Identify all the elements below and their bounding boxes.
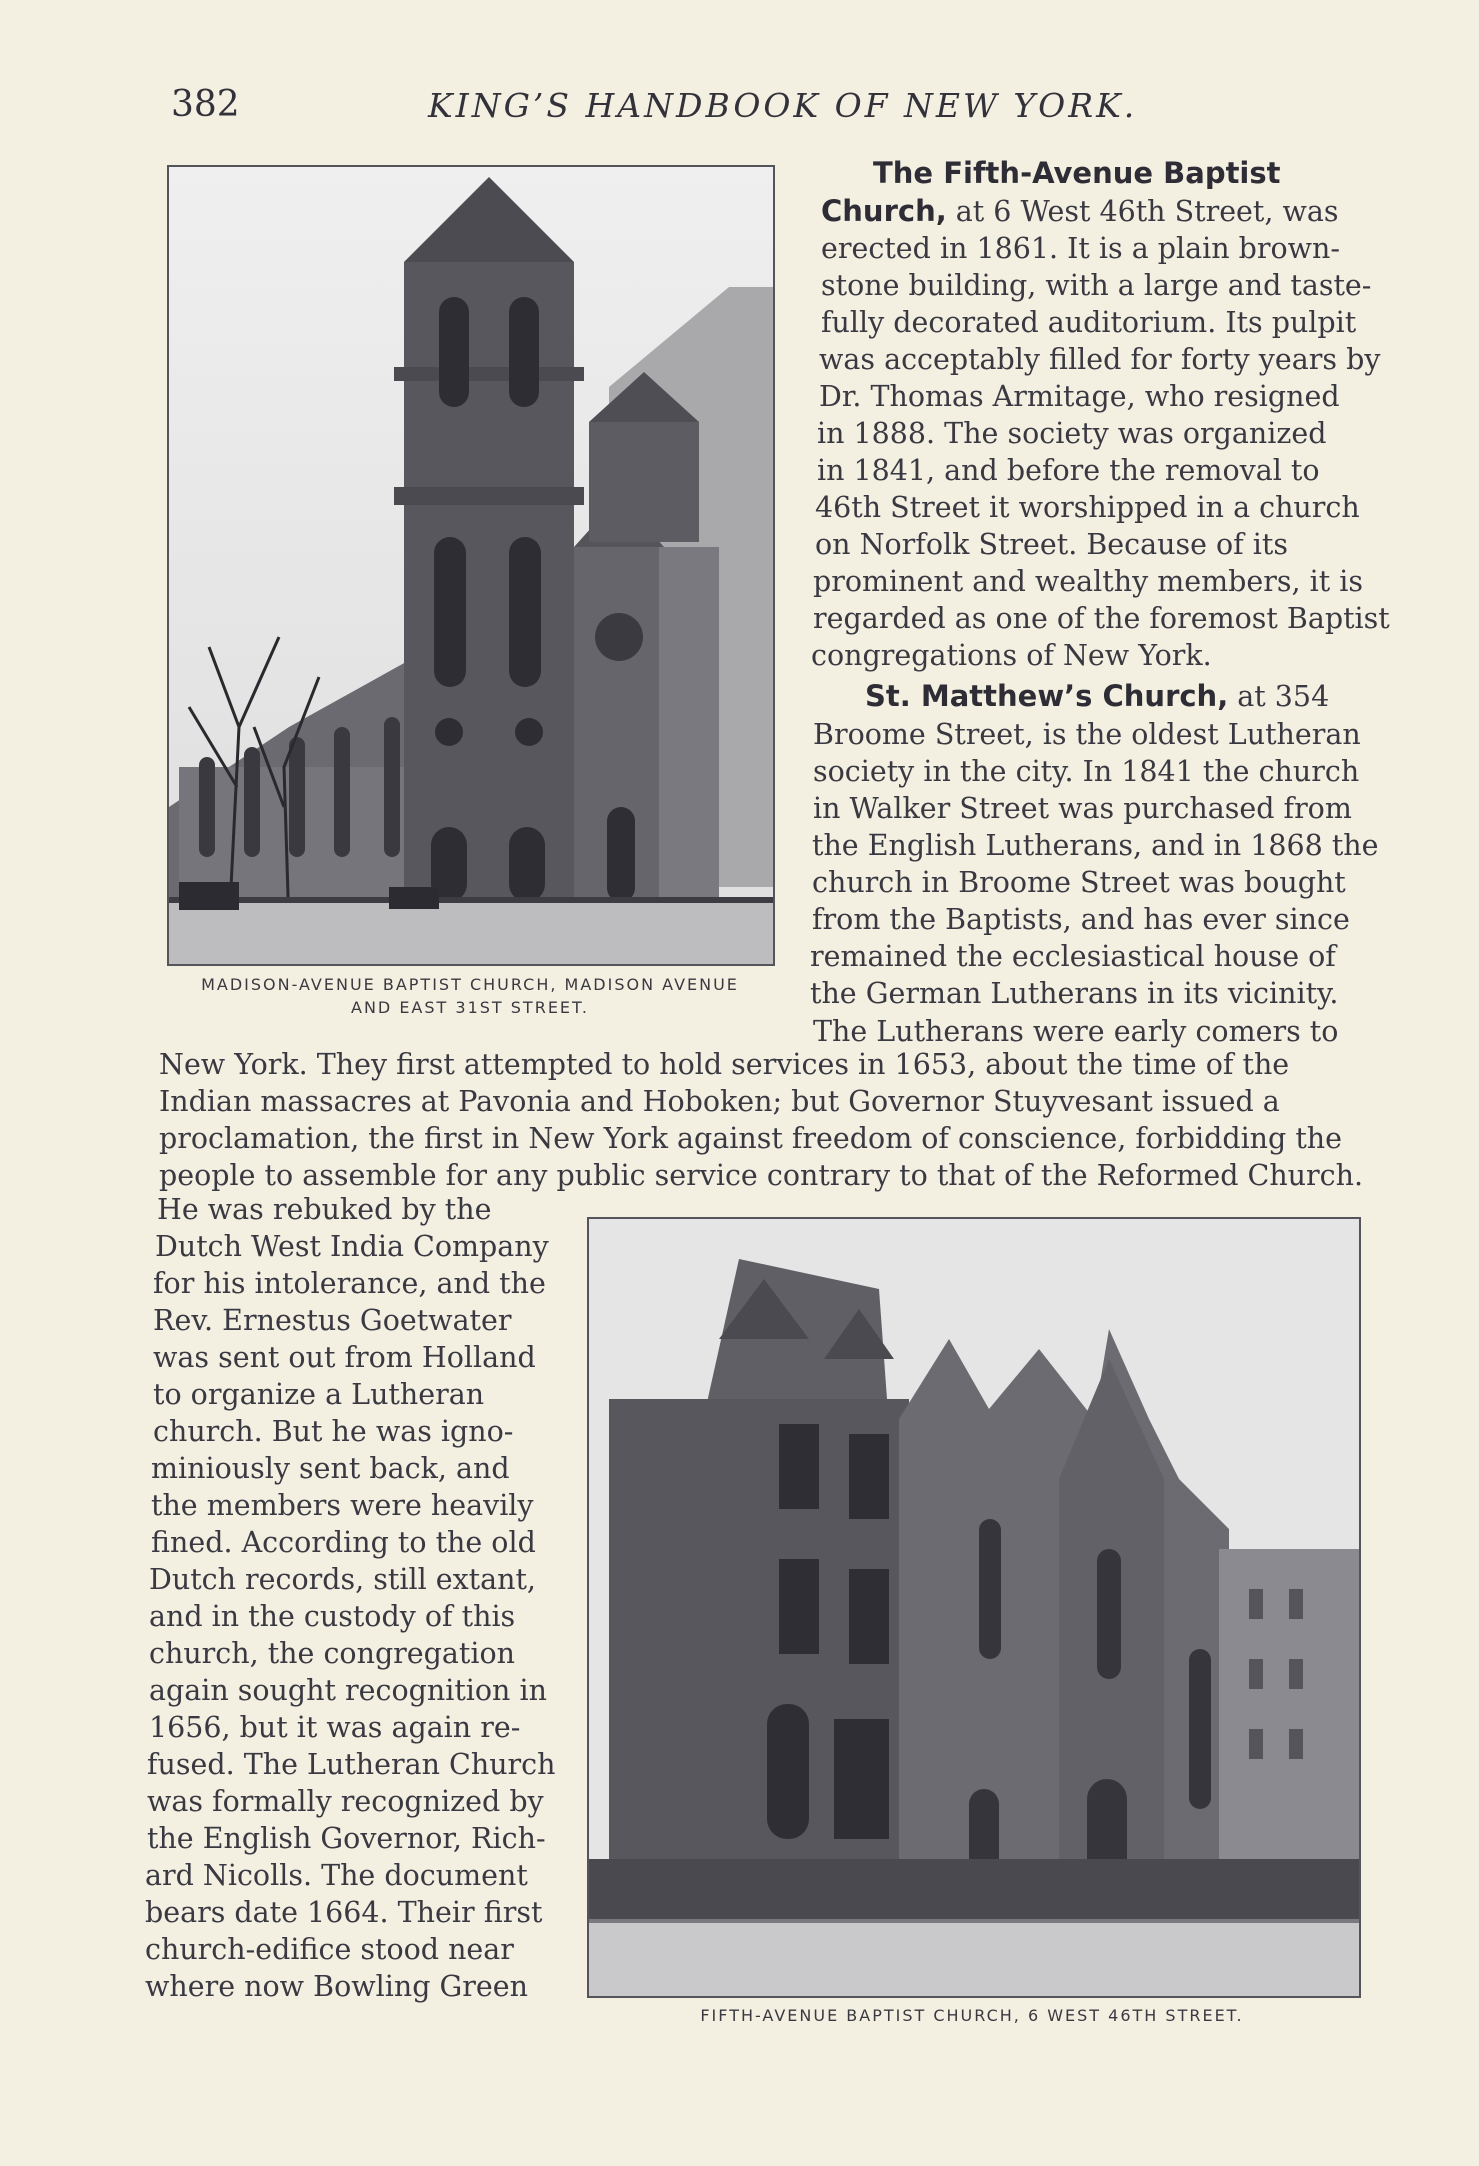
text-line: church-edifice stood near [145, 1933, 514, 1966]
text-line: Dutch West India Company [155, 1230, 549, 1263]
fifth-avenue-church-illustration [589, 1219, 1359, 1996]
text-line: stone building, with a large and taste- [821, 269, 1372, 302]
fifth-avenue-church-photo [587, 1217, 1361, 1998]
text-line: fused. The Lutheran Church [147, 1748, 556, 1781]
text-line [821, 193, 1339, 230]
text-line: 46th Street it worshipped in a church [815, 491, 1360, 524]
text-line: in Walker Street was purchased from [813, 792, 1352, 825]
text-line: and in the custody of this [149, 1600, 516, 1633]
text-line: prominent and wealthy members, it is [813, 565, 1364, 598]
text-line: congregations of New York. [811, 639, 1212, 672]
text-line [865, 678, 1329, 715]
text-line: Broome Street, is the oldest Lutheran [813, 718, 1361, 751]
heading-st-matthews: St. Matthew’s Church, [865, 679, 1229, 713]
text-line: from the Baptists, and has ever since [812, 903, 1350, 936]
text-line: to organize a Lutheran [153, 1378, 485, 1411]
text-line: New York. They first attempted to hold services in 1653, about the time of the [159, 1048, 1290, 1081]
heading-1a: The Fifth-Avenue Baptist [873, 156, 1281, 190]
text-line: erected in 1861. It is a plain brown- [821, 232, 1341, 265]
heading-fifth-avenue-baptist [873, 155, 1281, 192]
text-line: fined. According to the old [151, 1526, 536, 1559]
text-line: Indian massacres at Pavonia and Hoboken; but Governor Stuyvesant issued a [159, 1085, 1280, 1118]
page-number: 382 [171, 84, 240, 125]
text-line: the English Governor, Rich- [147, 1822, 546, 1855]
text-line: The Lutherans were early comers to [813, 1015, 1339, 1048]
text-line: was acceptably filled for forty years by [819, 343, 1381, 376]
text-line: on Norfolk Street. Because of its [815, 528, 1288, 561]
text-line: 1656, but it was again re- [149, 1711, 521, 1744]
text-line: the English Lutherans, and in 1868 the [812, 829, 1379, 862]
text-line: remained the ecclesiastical house of [810, 940, 1336, 973]
text-line: for his intolerance, and the [153, 1267, 546, 1300]
text-line: again sought recognition in [149, 1674, 547, 1707]
text-line: regarded as one of the foremost Baptist [813, 602, 1390, 635]
text-line: church in Broome Street was bought [812, 866, 1346, 899]
text-span: at 354 [1228, 680, 1330, 713]
text-line: fully decorated auditorium. Its pulpit [821, 306, 1357, 339]
text-line: ard Nicolls. The document [145, 1859, 528, 1892]
text-line: church, the congregation [149, 1637, 515, 1670]
text-line: Rev. Ernestus Goetwater [153, 1304, 512, 1337]
text-line: was formally recognized by [147, 1785, 544, 1818]
text-line: Dutch records, still extant, [149, 1563, 536, 1596]
text-line: He was rebuked by the [157, 1193, 492, 1226]
text-line: society in the city. In 1841 the church [813, 755, 1360, 788]
text-line: was sent out from Holland [153, 1341, 536, 1374]
text-line: in 1888. The society was organized [817, 417, 1327, 450]
figure-1-caption-line-1: MADISON-AVENUE BAPTIST CHURCH, MADISON AVENUE [201, 975, 739, 994]
text-line: people to assemble for any public service contrary to that of the Reformed Church. [159, 1159, 1364, 1192]
text-line: bears date 1664. Their first [145, 1896, 543, 1929]
text-line: proclamation, the first in New York against freedom of conscience, forbidding the [159, 1122, 1343, 1155]
text-span: at 6 West 46th Street, was [946, 195, 1339, 228]
figure-1-caption-line-2: AND EAST 31ST STREET. [351, 998, 589, 1017]
figure-2-caption: FIFTH-AVENUE BAPTIST CHURCH, 6 WEST 46TH STREET. [700, 2006, 1244, 2025]
text-line: in 1841, and before the removal to [817, 454, 1320, 487]
madison-avenue-church-illustration [169, 167, 773, 964]
madison-avenue-church-photo [167, 165, 775, 966]
heading-1b: Church, [821, 194, 947, 228]
text-line: the members were heavily [151, 1489, 534, 1522]
text-line: the German Lutherans in its vicinity. [810, 977, 1339, 1010]
text-line: church. But he was igno- [153, 1415, 514, 1448]
text-line: Dr. Thomas Armitage, who resigned [819, 380, 1340, 413]
text-line: miniously sent back, and [151, 1452, 510, 1485]
text-line: where now Bowling Green [145, 1970, 528, 2003]
running-title: KING’S HANDBOOK OF NEW YORK. [428, 86, 1138, 125]
